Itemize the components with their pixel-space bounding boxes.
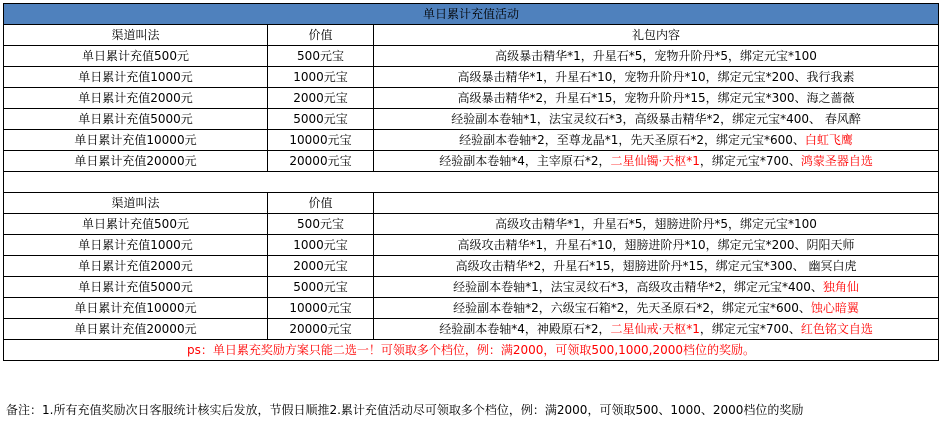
- tier-content: [374, 298, 939, 319]
- table-row: [4, 46, 939, 67]
- content-highlight: 独角仙: [822, 280, 859, 294]
- column-header-channel: 渠道叫法: [4, 193, 268, 214]
- content-text: 经验副本卷轴*2，至尊龙晶*1，先天圣原石*2，绑定元宝*600、: [459, 133, 805, 147]
- tier-name: 单日累计充值5000元: [4, 109, 268, 130]
- content-text: 经验副本卷轴*1，法宝灵纹石*3，高级攻击精华*2，绑定元宝*400、: [453, 280, 823, 294]
- tier-name: 单日累计充值2000元: [4, 88, 268, 109]
- tier-value: 1000元宝: [268, 235, 374, 256]
- content-text: 经验副本卷轴*2，六级宝石箱*2，先天圣原石*2，绑定元宝*600、: [453, 301, 811, 315]
- table-row: [4, 214, 939, 235]
- table-row: [4, 298, 939, 319]
- tier-value: 500元宝: [268, 214, 374, 235]
- content-text: 高级暴击精华*2，升星石*15，宠物升阶丹*15，绑定元宝*300、海之蔷薇: [457, 91, 855, 105]
- tier-value: 10000元宝: [268, 298, 374, 319]
- tier-content: [374, 88, 939, 109]
- tier-content: [374, 109, 939, 130]
- table-row: [4, 109, 939, 130]
- tier-value: 2000元宝: [268, 256, 374, 277]
- ps-note-row: [4, 340, 939, 361]
- tier-content: [374, 235, 939, 256]
- column-header-value: 价值: [268, 25, 374, 46]
- content-text: ，绑定元宝*700、: [699, 154, 801, 168]
- tier-name: 单日累计充值5000元: [4, 277, 268, 298]
- tier-name: 单日累计充值2000元: [4, 256, 268, 277]
- reward-table-sheet: [3, 3, 938, 361]
- tier-name: 单日累计充值500元: [4, 46, 268, 67]
- title-row: [4, 4, 939, 25]
- tier-content: [374, 46, 939, 67]
- section2-header-row: [4, 193, 939, 214]
- tier-value: 5000元宝: [268, 277, 374, 298]
- table-row: [4, 319, 939, 340]
- tier-content: [374, 277, 939, 298]
- tier-value: 500元宝: [268, 46, 374, 67]
- tier-name: 单日累计充值1000元: [4, 235, 268, 256]
- table-row: [4, 151, 939, 172]
- tier-name: 单日累计充值10000元: [4, 130, 268, 151]
- content-highlight: 二星仙镯·天枢*1: [610, 154, 700, 168]
- ps-note: ps：单日累充奖励方案只能二选一！可领取多个档位，例：满2000，可领取500,1000,2000档位的奖励。: [4, 340, 939, 361]
- tier-content: [374, 319, 939, 340]
- section-spacer-row: [4, 172, 939, 193]
- reward-table: [3, 3, 939, 361]
- tier-value: 20000元宝: [268, 151, 374, 172]
- table-row: [4, 235, 939, 256]
- content-highlight: 红色铭文自选: [800, 322, 873, 336]
- table-row: [4, 256, 939, 277]
- tier-value: 1000元宝: [268, 67, 374, 88]
- content-text: 经验副本卷轴*4，主宰原石*2，: [439, 154, 611, 168]
- content-text: 经验副本卷轴*1，法宝灵纹石*3，高级暴击精华*2，绑定元宝*400、 春风醉: [451, 112, 861, 126]
- footer-note: 备注：1.所有充值奖励次日客服统计核实后发放，节假日顺推2.累计充值活动尽可领取多个档位，例：满2000，可领取500、1000、2000档位的奖励: [6, 403, 804, 417]
- column-header-channel: 渠道叫法: [4, 25, 268, 46]
- tier-name: 单日累计充值1000元: [4, 67, 268, 88]
- content-text: 高级攻击精华*1，升星石*5，翅膀进阶丹*5，绑定元宝*100: [495, 217, 817, 231]
- table-title: 单日累计充值活动: [4, 4, 939, 25]
- column-header-content: [374, 193, 939, 214]
- content-highlight: 蚀心暗翼: [810, 301, 859, 315]
- content-text: 高级暴击精华*1，升星石*5，宠物升阶丹*5，绑定元宝*100: [495, 49, 817, 63]
- tier-name: 单日累计充值500元: [4, 214, 268, 235]
- tier-value: 20000元宝: [268, 319, 374, 340]
- table-row: [4, 88, 939, 109]
- table-row: [4, 277, 939, 298]
- content-highlight: 鸿蒙圣器自选: [800, 154, 873, 168]
- column-header-value: 价值: [268, 193, 374, 214]
- tier-content: [374, 130, 939, 151]
- content-highlight: 白虹飞鹰: [804, 133, 853, 147]
- tier-value: 2000元宝: [268, 88, 374, 109]
- content-text: 经验副本卷轴*4，神殿原石*2，: [439, 322, 611, 336]
- content-text: 高级攻击精华*1，升星石*10，翅膀进阶丹*10，绑定元宝*200、阴阳天师: [457, 238, 855, 252]
- tier-name: 单日累计充值10000元: [4, 298, 268, 319]
- tier-content: [374, 214, 939, 235]
- table-row: [4, 67, 939, 88]
- tier-content: [374, 256, 939, 277]
- column-header-content: 礼包内容: [374, 25, 939, 46]
- section1-header-row: [4, 25, 939, 46]
- content-text: 高级攻击精华*2，升星石*15，翅膀进阶丹*15，绑定元宝*300、 幽冥白虎: [455, 259, 857, 273]
- tier-name: 单日累计充值20000元: [4, 151, 268, 172]
- content-text: ，绑定元宝*700、: [699, 322, 801, 336]
- tier-value: 5000元宝: [268, 109, 374, 130]
- tier-name: 单日累计充值20000元: [4, 319, 268, 340]
- content-highlight: 二星仙戒·天枢*1: [610, 322, 700, 336]
- tier-value: 10000元宝: [268, 130, 374, 151]
- tier-content: [374, 151, 939, 172]
- content-text: 高级暴击精华*1，升星石*10，宠物升阶丹*10，绑定元宝*200、我行我素: [457, 70, 855, 84]
- tier-content: [374, 67, 939, 88]
- section-spacer: [4, 172, 939, 193]
- table-row: [4, 130, 939, 151]
